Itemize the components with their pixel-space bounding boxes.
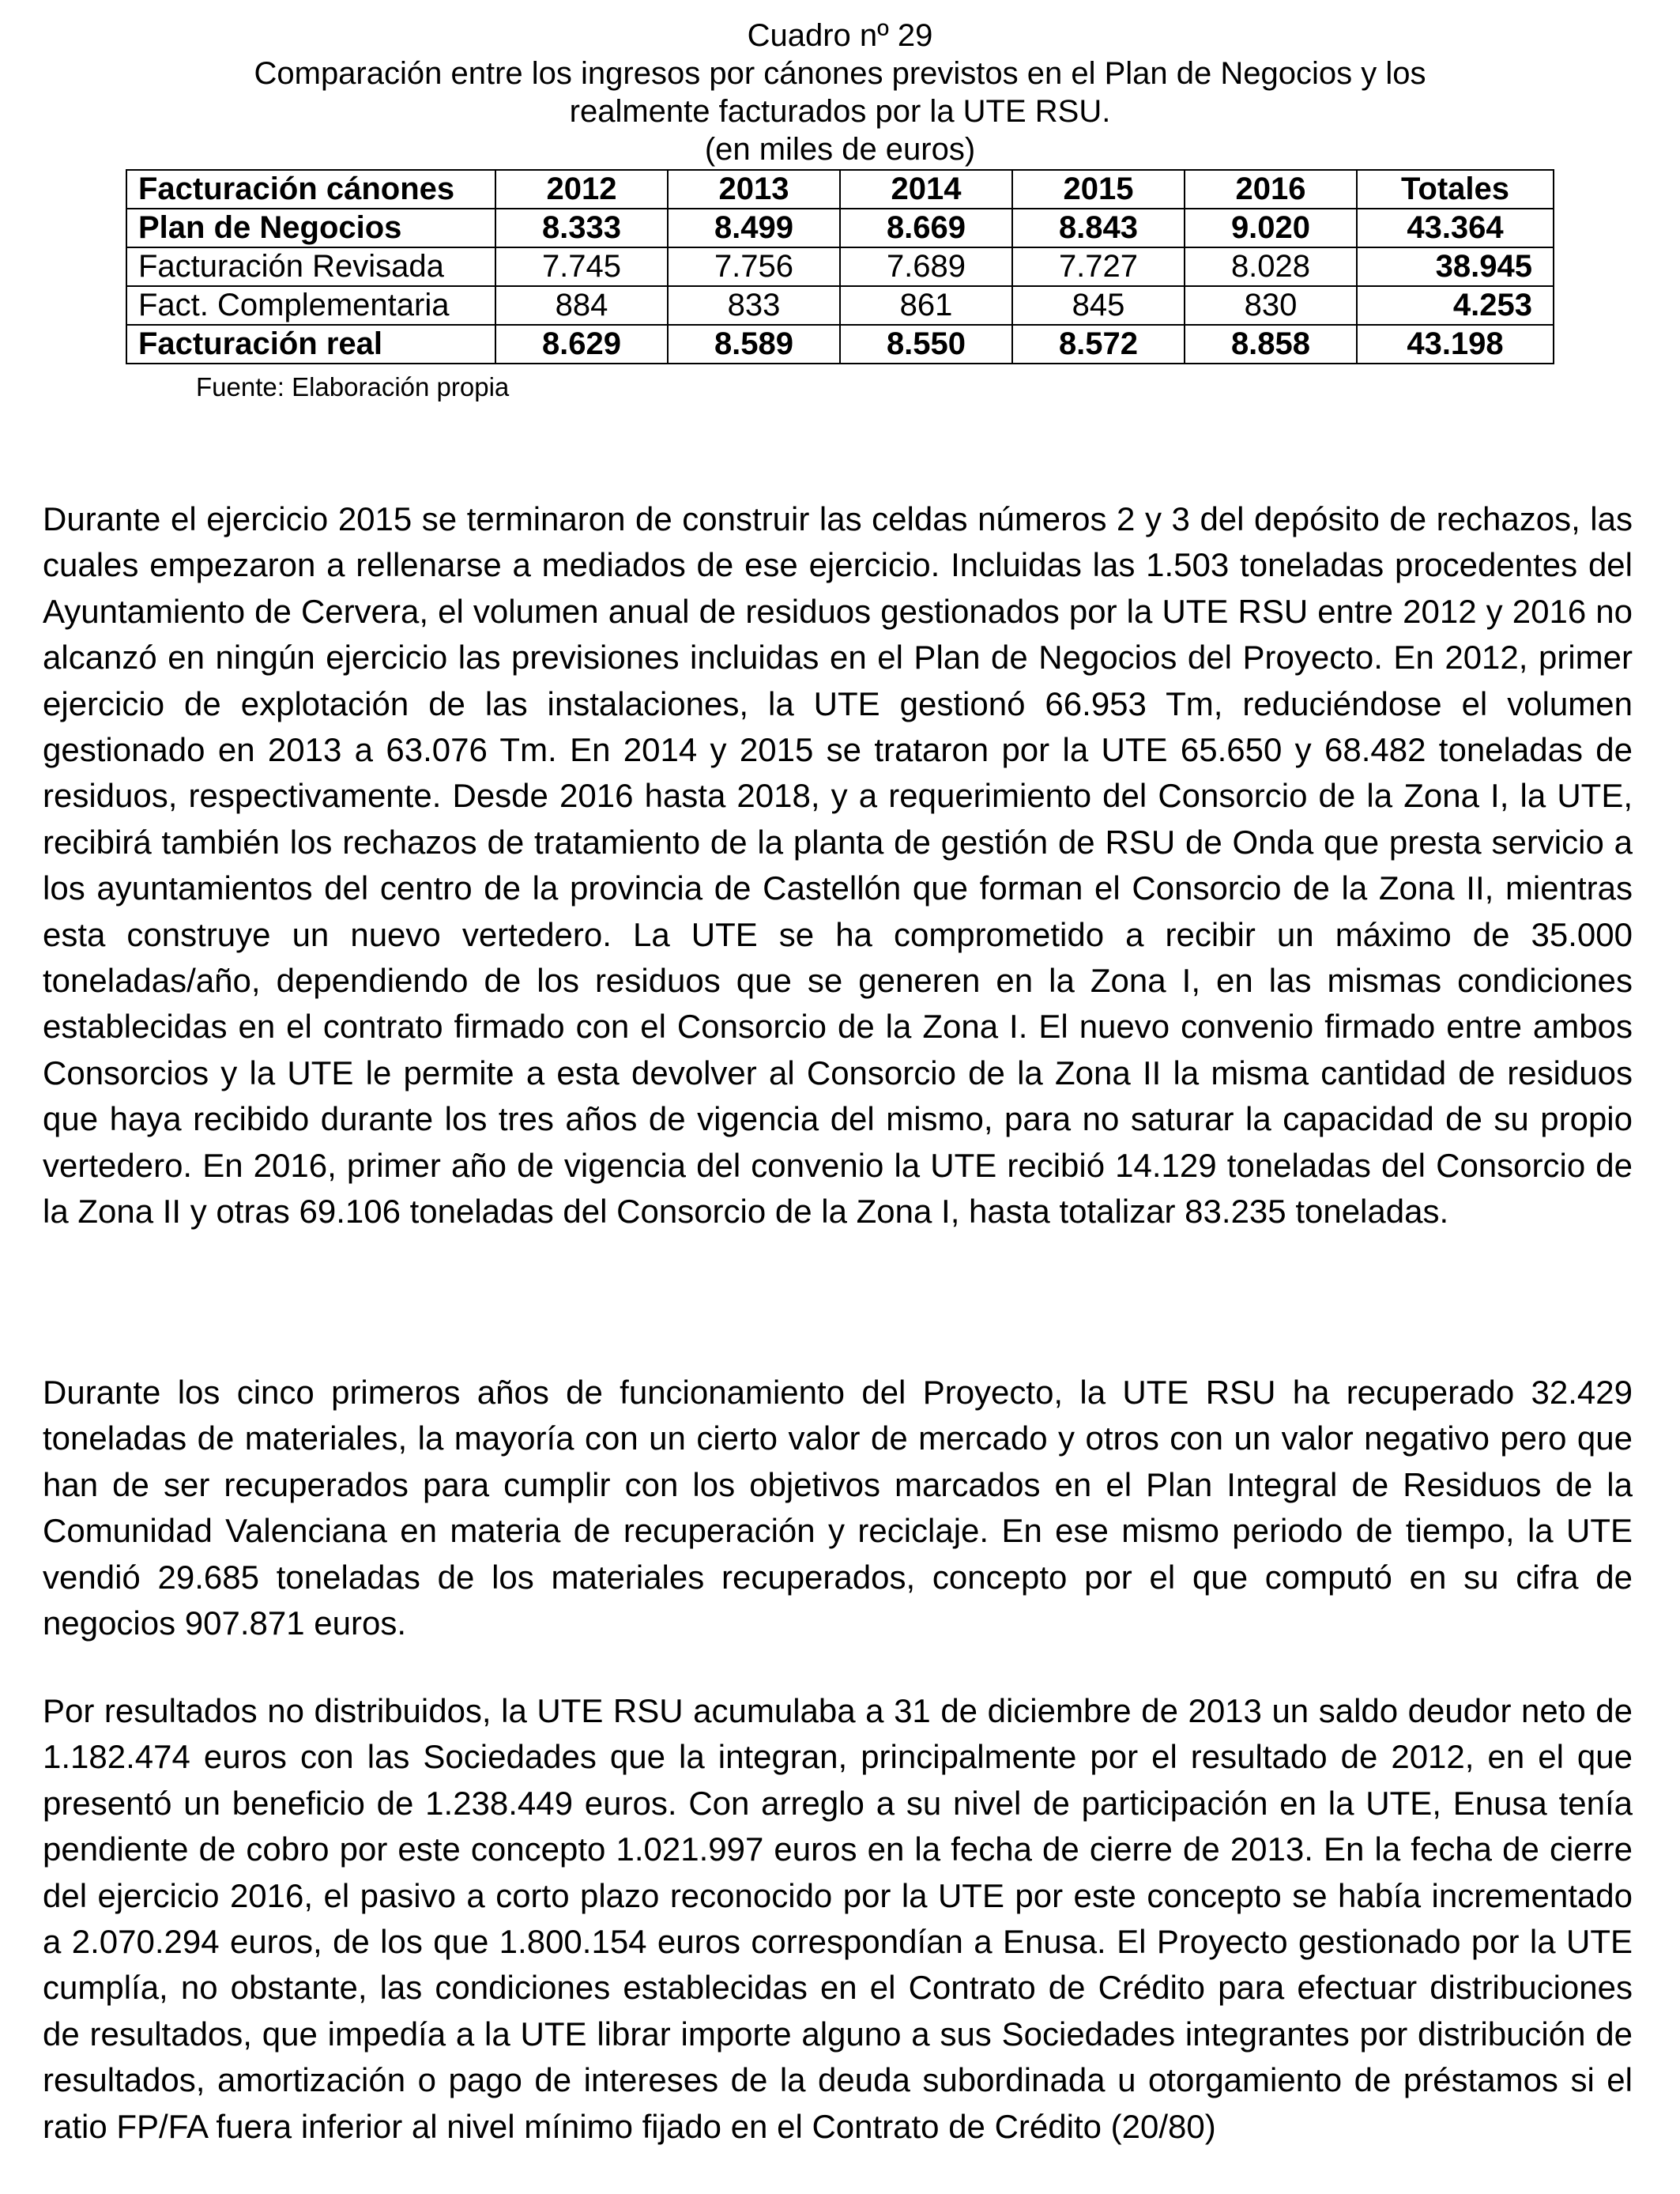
table-cell: 833	[668, 286, 840, 325]
table-cell: 830	[1185, 286, 1357, 325]
table-caption-title-line2: realmente facturados por la UTE RSU.	[569, 94, 1111, 129]
header-cell: 2013	[668, 170, 840, 209]
table-cell: 8.550	[840, 325, 1012, 364]
row-label: Plan de Negocios	[126, 209, 495, 247]
table-row	[126, 286, 1554, 325]
table-row	[126, 247, 1554, 286]
table-caption-number: Cuadro nº 29	[747, 18, 933, 53]
table-cell: 8.499	[668, 209, 840, 247]
row-total: 43.364	[1357, 209, 1554, 247]
table-cell: 7.727	[1012, 247, 1185, 286]
table-cell: 8.572	[1012, 325, 1185, 364]
table-cell: 8.028	[1185, 247, 1357, 286]
body-paragraph: Durante el ejercicio 2015 se terminaron de construir las celdas números 2 y 3 del depósito de rechazos, las cuales empezaron a rellenarse a mediados de ese ejercicio. Incluidas las 1.503 toneladas procedentes del Ayuntamiento de Cervera, el volumen anual de residuos gestionados por la UTE RSU entre 2012 y 2016 no alcanzó en ningún ejercicio las previsiones incluidas en el Plan de Negocios del Proyecto. En 2012, primer ejercicio de explotación de las instalaciones, la UTE gestionó 66.953 Tm, reduciéndose el volumen gestionado en 2013 a 63.076 Tm. En 2014 y 2015 se trataron por la UTE 65.650 y 68.482 toneladas de residuos, respectivamente. Desde 2016 hasta 2018, y a requerimiento del Consorcio de la Zona I, la UTE, recibirá también los rechazos de tratamiento de la planta de gestión de RSU de Onda que presta servicio a los ayuntamientos del centro de la provincia de Castellón que forman el Consorcio de la Zona II, mientras esta construye un nuevo vertedero. La UTE se ha comprometido a recibir un máximo de 35.000 toneladas/año, dependiendo de los residuos que se generen en la Zona I, en las mismas condiciones establecidas en el contrato firmado con el Consorcio de la Zona I. El nuevo convenio firmado entre ambos Consorcios y la UTE le permite a esta devolver al Consorcio de la Zona II la misma cantidad de residuos que haya recibido durante los tres años de vigencia del mismo, para no saturar la capacidad de su propio vertedero. En 2016, primer año de vigencia del convenio la UTE recibió 14.129 toneladas del Consorcio de la Zona II y otras 69.106 toneladas del Consorcio de la Zona I, hasta totalizar 83.235 toneladas.	[43, 500, 1633, 1231]
row-label: Fact. Complementaria	[126, 286, 495, 325]
row-total: 4.253	[1357, 286, 1554, 325]
table-cell: 8.629	[495, 325, 668, 364]
body-paragraph: Por resultados no distribuidos, la UTE RSU acumulaba a 31 de diciembre de 2013 un saldo deudor neto de 1.182.474 euros con las Sociedades que la integran, principalmente por el resultado de 2012, en el que presentó un beneficio de 1.238.449 euros. Con arreglo a su nivel de participación en la UTE, Enusa tenía pendiente de cobro por este concepto 1.021.997 euros en la fecha de cierre de 2013. En la fecha de cierre del ejercicio 2016, el pasivo a corto plazo reconocido por la UTE por este concepto se había incrementado a 2.070.294 euros, de los que 1.800.154 euros correspondían a Enusa. El Proyecto gestionado por la UTE cumplía, no obstante, las condiciones establecidas en el Contrato de Crédito para efectuar distribuciones de resultados, que impedía a la UTE librar importe alguno a sus Sociedades integrantes por distribución de resultados, amortización o pago de intereses de la deuda subordinada u otorgamiento de préstamos si el ratio FP/FA fuera inferior al nivel mínimo fijado en el Contrato de Crédito (20/80)	[43, 1692, 1633, 2145]
table-source-note: Fuente: Elaboración propia	[196, 372, 510, 401]
table-cell: 845	[1012, 286, 1185, 325]
header-cell: 2015	[1012, 170, 1185, 209]
table-cell: 8.858	[1185, 325, 1357, 364]
row-total: 43.198	[1357, 325, 1554, 364]
header-cell: 2016	[1185, 170, 1357, 209]
header-cell: 2014	[840, 170, 1012, 209]
table-cell: 8.669	[840, 209, 1012, 247]
table-cell: 7.689	[840, 247, 1012, 286]
body-paragraph: Durante los cinco primeros años de funcionamiento del Proyecto, la UTE RSU ha recuperado 32.429 toneladas de materiales, la mayoría con un cierto valor de mercado y otros con un valor negativo pero que han de ser recuperados para cumplir con los objetivos marcados en el Plan Integral de Residuos de la Comunidad Valenciana en materia de recuperación y reciclaje. En ese mismo periodo de tiempo, la UTE vendió 29.685 toneladas de los materiales recuperados, concepto por el que computó en su cifra de negocios 907.871 euros.	[43, 1374, 1633, 1642]
table-cell: 884	[495, 286, 668, 325]
row-label: Facturación Revisada	[126, 247, 495, 286]
header-cell: 2012	[495, 170, 668, 209]
table-cell: 861	[840, 286, 1012, 325]
table-cell: 8.843	[1012, 209, 1185, 247]
table-caption-unit: (en miles de euros)	[704, 132, 976, 167]
table-row	[126, 209, 1554, 247]
table-cell: 8.333	[495, 209, 668, 247]
header-cell: Facturación cánones	[126, 170, 495, 209]
table-cell: 9.020	[1185, 209, 1357, 247]
row-total: 38.945	[1357, 247, 1554, 286]
row-label: Facturación real	[126, 325, 495, 364]
table-cell: 8.589	[668, 325, 840, 364]
header-cell: Totales	[1357, 170, 1554, 209]
table-cell: 7.745	[495, 247, 668, 286]
table-header-row	[126, 170, 1554, 209]
revenue-comparison-table	[126, 169, 1554, 364]
table-caption-title-line1: Comparación entre los ingresos por cánones previstos en el Plan de Negocios y los	[254, 56, 1426, 91]
table-cell: 7.756	[668, 247, 840, 286]
table-row	[126, 325, 1554, 364]
